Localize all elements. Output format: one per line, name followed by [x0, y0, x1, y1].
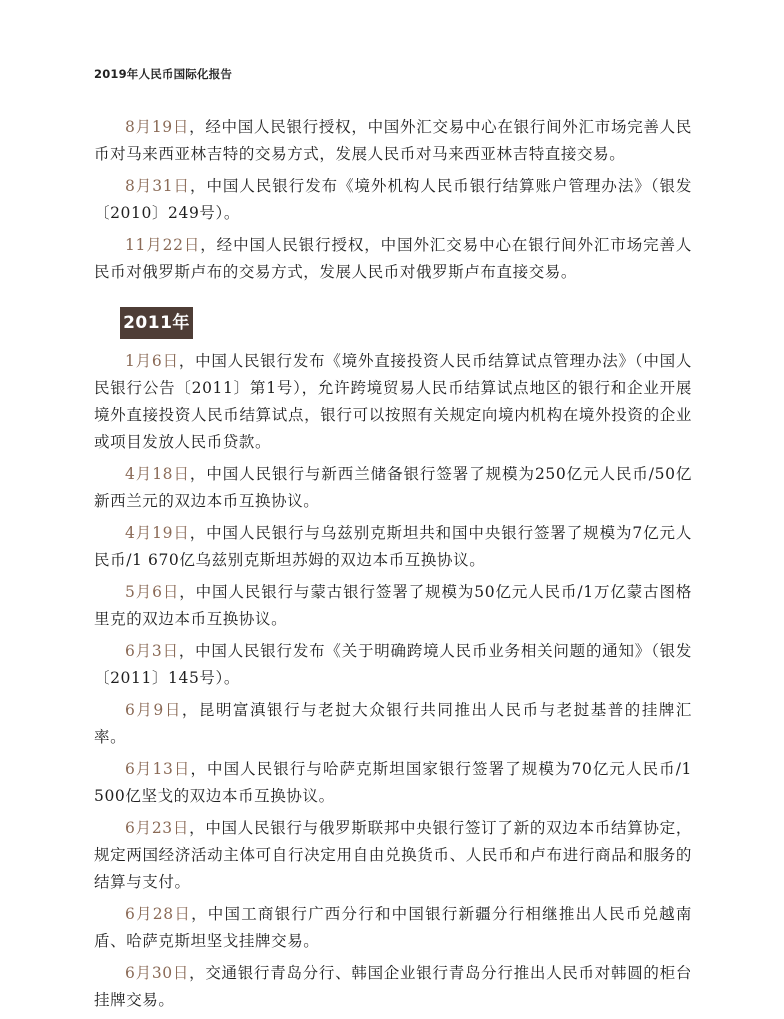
- entry-text: ，中国人民银行与俄罗斯联邦中央银行签订了新的双边本币结算协定，规定两国经济活动主体可自行决定用自由兑换货币、人民币和卢布进行商品和服务的结算与支付。: [94, 819, 692, 891]
- entry-paragraph: [94, 960, 692, 1014]
- entry-date: 5月6日: [125, 583, 180, 601]
- entry-text: ，中国人民银行与哈萨克斯坦国家银行签署了规模为70亿元人民币/1 500亿坚戈的双边本币互换协议。: [94, 760, 692, 805]
- entry-date: 6月28日: [125, 905, 192, 923]
- entry-paragraph: [94, 232, 692, 286]
- entry-date: 6月3日: [125, 642, 179, 660]
- entry-text: ，交通银行青岛分行、韩国企业银行青岛分行推出人民币对韩圆的柜台挂牌交易。: [94, 964, 692, 1009]
- entry-text: ，中国人民银行与新西兰储备银行签署了规模为250亿元人民币/50亿新西兰元的双边本币互换协议。: [94, 465, 692, 510]
- entry-paragraph: [94, 520, 692, 574]
- entry-date: 4月19日: [125, 524, 190, 542]
- entry-text: ，经中国人民银行授权，中国外汇交易中心在银行间外汇市场完善人民币对俄罗斯卢布的交易方式，发展人民币对俄罗斯卢布直接交易。: [94, 236, 693, 281]
- entry-paragraph: [94, 348, 692, 456]
- entry-text: ，中国人民银行与蒙古银行签署了规模为50亿元人民币/1万亿蒙古图格里克的双边本币互换协议。: [94, 583, 693, 628]
- running-header: 2019年人民币国际化报告: [94, 67, 233, 81]
- entry-text: ，中国工商银行广西分行和中国银行新疆分行相继推出人民币兑越南盾、哈萨克斯坦坚戈挂牌交易。: [94, 905, 692, 950]
- entry-date: 8月31日: [125, 177, 191, 195]
- year-badge-2011: 2011年: [120, 307, 193, 339]
- entry-date: 6月9日: [125, 701, 182, 719]
- entry-text: ，中国人民银行发布《关于明确跨境人民币业务相关问题的通知》（银发〔2011〕145号）。: [94, 642, 692, 687]
- entry-paragraph: [94, 697, 692, 751]
- entry-paragraph: [94, 901, 692, 955]
- entry-paragraph: [94, 756, 692, 810]
- entry-date: 8月19日: [125, 118, 190, 136]
- entry-date: 6月13日: [125, 760, 191, 778]
- entry-date: 6月23日: [125, 819, 190, 837]
- entry-date: 1月6日: [125, 352, 179, 370]
- entry-date: 4月18日: [125, 465, 190, 483]
- entry-text: ，中国人民银行与乌兹别克斯坦共和国中央银行签署了规模为7亿元人民币/1 670亿乌兹别克斯坦苏姆的双边本币互换协议。: [94, 524, 692, 569]
- entry-text: ，昆明富滇银行与老挝大众银行共同推出人民币与老挝基普的挂牌汇率。: [94, 701, 692, 746]
- entry-paragraph: [94, 114, 692, 168]
- entry-text: ，中国人民银行发布《境外直接投资人民币结算试点管理办法》（中国人民银行公告〔2011〕第1号），允许跨境贸易人民币结算试点地区的银行和企业开展境外直接投资人民币结算试点，银行可以按照有关规定向境内机构在境外投资的企业或项目发放人民币贷款。: [94, 352, 692, 451]
- entry-paragraph: [94, 815, 692, 896]
- entry-paragraph: [94, 579, 692, 633]
- section-2010-entries: [94, 114, 692, 291]
- entry-paragraph: [94, 638, 692, 692]
- section-2011-entries: [94, 348, 692, 1019]
- entry-paragraph: [94, 461, 692, 515]
- entry-paragraph: [94, 173, 692, 227]
- entry-date: 11月22日: [125, 236, 201, 254]
- entry-date: 6月30日: [125, 964, 190, 982]
- entry-text: ，经中国人民银行授权，中国外汇交易中心在银行间外汇市场完善人民币对马来西亚林吉特的交易方式，发展人民币对马来西亚林吉特直接交易。: [94, 118, 692, 163]
- entry-text: ，中国人民银行发布《境外机构人民币银行结算账户管理办法》（银发〔2010〕249号）。: [94, 177, 692, 222]
